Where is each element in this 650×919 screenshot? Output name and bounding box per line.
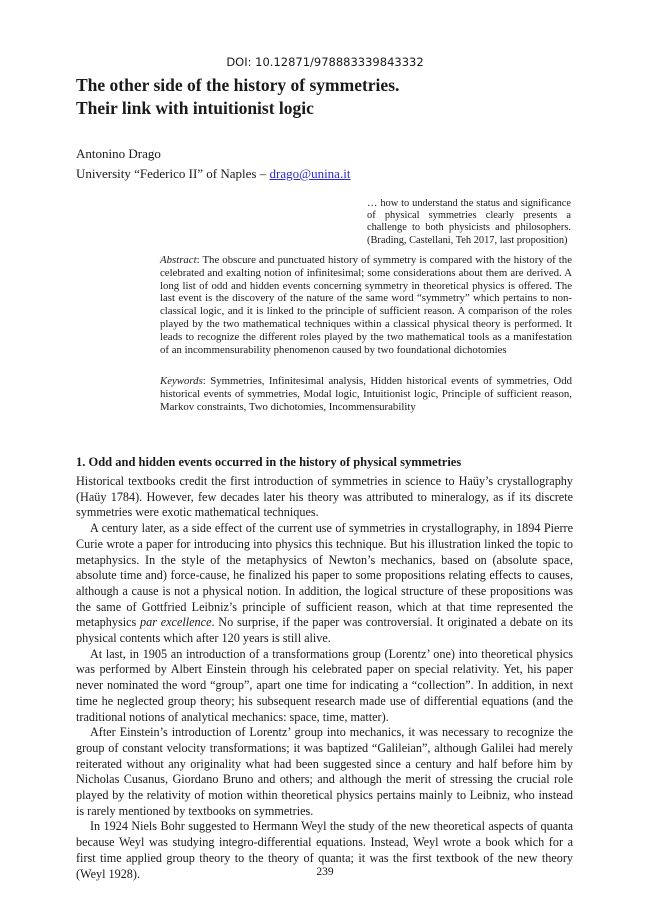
abstract-label: Abstract — [160, 254, 197, 266]
section-body — [76, 474, 573, 882]
title-line-2: Their link with intuitionist logic — [76, 98, 314, 118]
paragraph-5: In 1924 Niels Bohr suggested to Hermann Weyl the study of the new theoretical aspects of quanta because Weyl was studying integro-differential equations. Instead, Weyl wrote a book which for a first time applied group theory to the theory of quanta; it was the first textbook of the new theory (Weyl 1928). — [76, 819, 573, 881]
paragraph-2-emphasis: par excellence — [140, 615, 212, 630]
doi-header: DOI: 10.12871/978883339843332 — [226, 55, 424, 69]
title-line-1: The other side of the history of symmetries. — [76, 75, 400, 95]
paragraph-4: After Einstein’s introduction of Lorentz’ group into mechanics, it was necessary to recognize the group of constant velocity transformations; it was baptized “Galileian”, although Galilei had merely reiterated without any originality what had been suggested since a century and half before him by Nicholas Cusanus, Giordano Bruno and others; and although the merit of stressing the crucial role played by the relativity of motion within theoretical physics pertains mainly to Leibniz, who instead is rarely mentioned by textbooks on symmetries. — [76, 725, 573, 818]
page-number: 239 — [316, 866, 334, 878]
email-link[interactable]: drago@unina.it — [269, 166, 351, 181]
paper-title — [76, 74, 596, 120]
section-heading: 1. Odd and hidden events occurred in the history of physical symmetries — [76, 455, 462, 469]
keywords — [160, 375, 572, 413]
paragraph-1: Historical textbooks credit the first introduction of symmetries in science to Haüy’s crystallography (Haüy 1784). However, few decades later his theory was attributed to mineralogy, as if its discrete symmetries were exotic mathematical techniques. — [76, 474, 573, 520]
affiliation — [76, 166, 350, 182]
keywords-label: Keywords — [160, 375, 203, 387]
abstract-text: : The obscure and punctuated history of symmetry is compared with the history of the celebrated and exalting notion of infinitesimal; some considerations about them are derived. A long list of odd and hidden events concerning symmetry in theoretical physics is offered. The last event is the discovery of the nature of the same word “symmetry” which pertains to non-classical logic, and it is linked to the principle of sufficient reason. A comparison of the roles played by the two mathematical techniques within a classical physical theory is performed. It leads to recognize the different roles played by the two mathematical tools as a manifestation of an incommensurability phenomenon caused by two foundational dichotomies — [160, 254, 572, 356]
paragraph-2 — [76, 521, 573, 647]
author-name: Antonino Drago — [76, 146, 161, 161]
paragraph-3: At last, in 1905 an introduction of a transformations group (Lorentz’ one) into theoretical physics was performed by Albert Einstein through his celebrated paper on special relativity. Yet, his paper never nominated the word “group”, apart one time for indicating a “collection”. In addition, in next time he neglected group theory; his subsequent research made use of differential equations (and the traditional notions of analytical mechanics: space, time, matter). — [76, 646, 573, 724]
paragraph-2-text-b: . No surprise, if the paper was controversial. It originated a debate on its physical contents which after 120 years is still alive. — [76, 615, 573, 646]
affiliation-text: University “Federico II” of Naples – — [76, 166, 270, 181]
keywords-text: : Symmetries, Infinitesimal analysis, Hidden historical events of symmetries, Odd historical events of symmetries, Modal logic, Intuitionist logic, Principle of sufficient reason, Markov constraints, Two dichotomies, Incommensurability — [160, 375, 572, 413]
abstract — [160, 254, 572, 356]
paragraph-2-text-a: A century later, as a side effect of the current use of symmetries in crystallography, in 1894 Pierre Curie wrote a paper for introducing into physics this technique. But his illustration linked the topic to metaphysics. In the style of the metaphysics of Newton’s mechanics, based on (absolute space, absolute time and) force-cause, he finalized his paper to some propositions relating effects to causes, although a cause is not a physical notion. In addition, the logical structure of these propositions was the same of Gottfried Leibniz’s principle of sufficient reason, which at that time represented the metaphysics — [76, 521, 573, 630]
epigraph: … how to understand the status and significance of physical symmetries clearly presents a challenge to both physicists and philosophers. (Brading, Castellani, Teh 2017, last proposition) — [367, 198, 571, 246]
